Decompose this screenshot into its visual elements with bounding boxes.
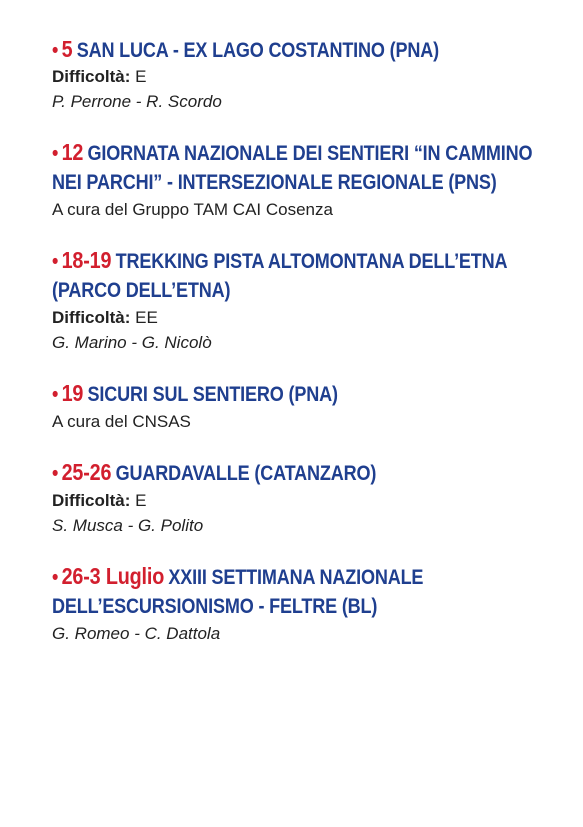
event-title: TREKKING PISTA ALTOMONTANA DELL’ETNA (PARCO DELL’ETNA) <box>52 250 507 302</box>
bullet-icon: • <box>52 250 59 273</box>
event-title-row <box>52 379 561 409</box>
event-title-row <box>52 138 561 197</box>
bullet-icon: • <box>52 383 59 406</box>
event-title-row <box>52 458 561 488</box>
event-title: SICURI SUL SENTIERO (PNA) <box>87 383 338 406</box>
event-list <box>52 36 562 670</box>
event-item <box>52 458 562 538</box>
event-title-row <box>52 562 561 621</box>
difficulty-label: Difficoltà: <box>52 308 131 327</box>
bullet-icon: • <box>52 566 59 589</box>
difficulty-value: E <box>135 67 147 86</box>
event-date: 5 <box>61 36 73 62</box>
bullet-icon: • <box>52 142 59 165</box>
event-note: A cura del Gruppo TAM CAI Cosenza <box>52 200 333 219</box>
difficulty-label: Difficoltà: <box>52 491 131 510</box>
event-item <box>52 246 562 355</box>
event-leaders: P. Perrone - R. Scordo <box>52 92 222 111</box>
difficulty-value: EE <box>135 308 158 327</box>
event-item <box>52 36 562 114</box>
event-date: 26-3 Luglio <box>61 563 165 589</box>
event-date: 12 <box>61 139 84 165</box>
difficulty-row <box>52 488 562 513</box>
event-title: SAN LUCA - EX LAGO COSTANTINO (PNA) <box>76 39 439 62</box>
event-item <box>52 138 562 222</box>
event-item <box>52 379 562 434</box>
difficulty-label: Difficoltà: <box>52 67 131 86</box>
event-leaders: S. Musca - G. Polito <box>52 516 204 535</box>
event-title: XXIII SETTIMANA NAZIONALE DELL’ESCURSIONISMO - FELTRE (BL) <box>52 566 424 618</box>
bullet-icon: • <box>52 462 59 485</box>
event-item <box>52 562 562 646</box>
event-leaders: G. Romeo - C. Dattola <box>52 624 221 643</box>
event-title-row <box>52 246 561 305</box>
event-date: 25-26 <box>61 459 112 485</box>
difficulty-row <box>52 305 562 330</box>
event-leaders: G. Marino - G. Nicolò <box>52 333 212 352</box>
difficulty-value: E <box>135 491 147 510</box>
difficulty-row <box>52 64 562 89</box>
event-title-row <box>52 36 561 64</box>
event-date: 19 <box>61 380 84 406</box>
bullet-icon: • <box>52 39 59 62</box>
event-note: A cura del CNSAS <box>52 412 191 431</box>
event-date: 18-19 <box>61 247 112 273</box>
event-title: GIORNATA NAZIONALE DEI SENTIERI “IN CAMMINO NEI PARCHI” - INTERSEZIONALE REGIONALE (PNS) <box>52 142 533 194</box>
event-title: GUARDAVALLE (CATANZARO) <box>115 462 377 485</box>
